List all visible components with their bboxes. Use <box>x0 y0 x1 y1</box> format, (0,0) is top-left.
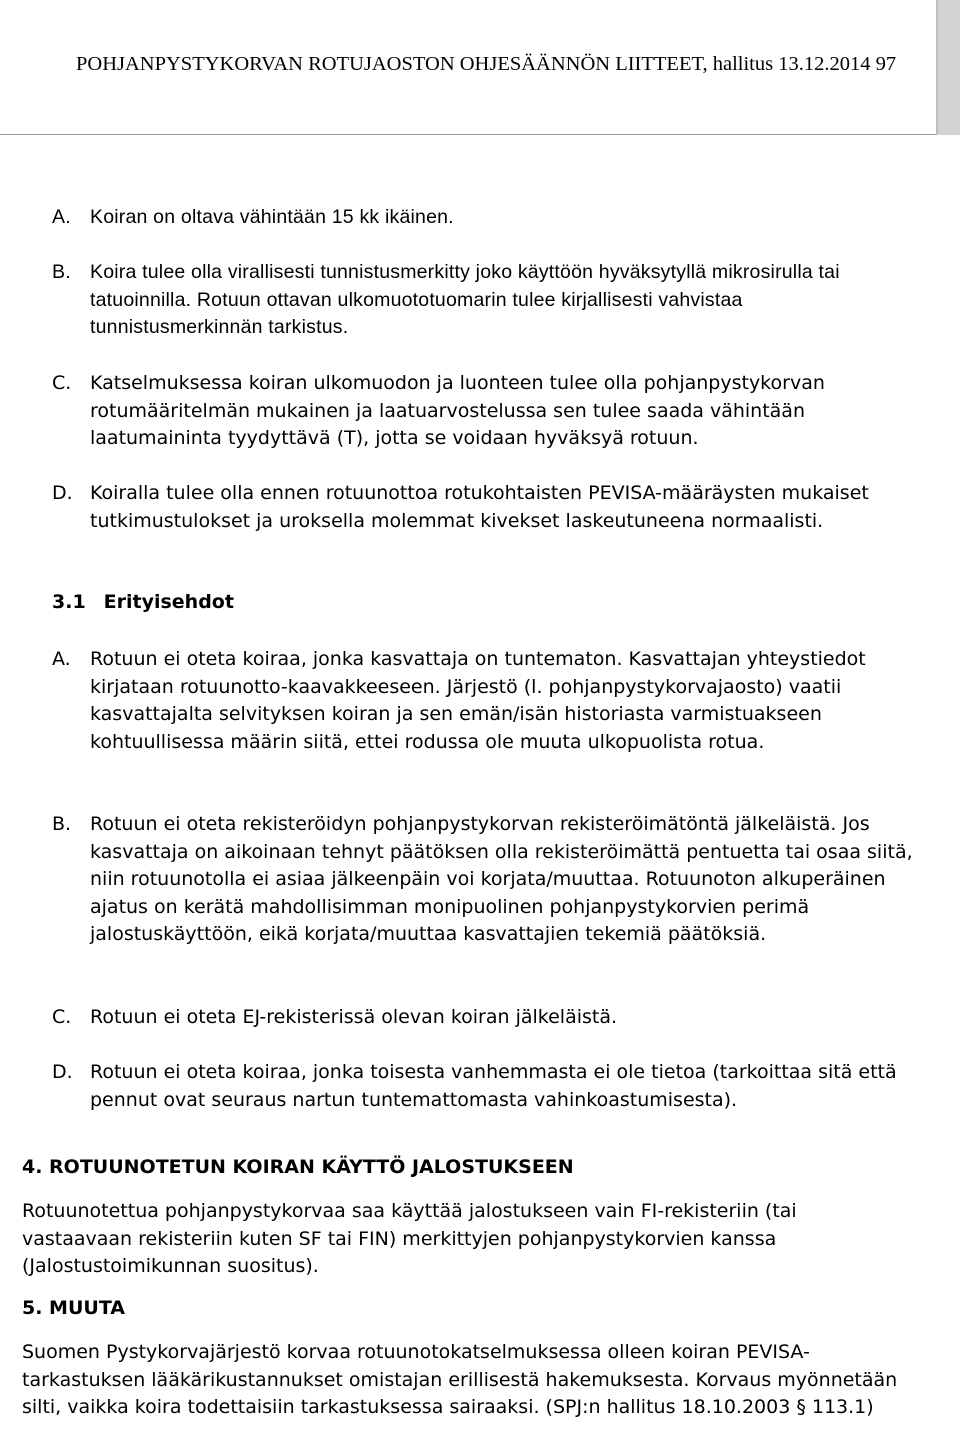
section-heading-4: 4. ROTUUNOTETUN KOIRAN KÄYTTÖ JALOSTUKSEEN <box>22 1156 574 1178</box>
list-item-letter: A. <box>52 206 71 228</box>
list-item-text: Koiran on oltava vähintään 15 kk ikäinen. <box>90 206 454 228</box>
list-item-text: Rotuun ei oteta EJ-rekisterissä olevan koiran jälkeläistä. <box>90 1006 618 1028</box>
page-number: 97 <box>875 53 897 75</box>
section-number: 3.1 <box>52 591 86 613</box>
page-edge-bar <box>938 0 960 135</box>
list-item-letter: C. <box>52 372 72 394</box>
list-item-letter: B. <box>52 813 72 835</box>
list-item-letter: D. <box>52 1061 73 1083</box>
list-item-letter: A. <box>52 648 71 670</box>
section-5-paragraph: Suomen Pystykorvajärjestö korvaa rotuunotokatselmuksessa olleen koiran PEVISA-tarkastuksen lääkärikustannukset omistajan erillisestä hakemuksesta. Korvaus myönnetään silti, vaikka koira todettaisiin tarkastuksessa sairaaksi. (SPJ:n hallitus 18.10.2003 § 113.1) <box>22 1341 898 1418</box>
list-item-letter: B. <box>52 261 71 283</box>
list-item-text: Katselmuksessa koiran ulkomuodon ja luonteen tulee olla pohjanpystykorvan rotumääritelmän mukainen ja laatuarvostelussa sen tulee saada vähintään laatumaininta tyydyttävä (T), jotta se voidaan hyväksyä rotuun. <box>90 372 825 449</box>
section-4-paragraph: Rotuunotettua pohjanpystykorvaa saa käyttää jalostukseen vain FI-rekisteriin (tai vastaavaan rekisteriin kuten SF tai FIN) merkittyjen pohjanpystykorvien kanssa (Jalostustoimikunnan suositus). <box>22 1200 797 1277</box>
section-title: Erityisehdot <box>103 591 234 613</box>
header-divider <box>0 134 937 135</box>
list-item-text: Koiralla tulee olla ennen rotuunottoa rotukohtaisten PEVISA-määräysten mukaiset tutkimustulokset ja uroksella molemmat kivekset laskeutuneena normaalisti. <box>90 482 869 532</box>
list-item-letter: D. <box>52 482 73 504</box>
list-item-text: Rotuun ei oteta rekisteröidyn pohjanpystykorvan rekisteröimätöntä jälkeläistä. Jos kasvattaja on aikoinaan tehnyt päätöksen olla rekisteröimättä pentuetta tai osaa siitä, niin rotuunotolla ei asiaa jälkeenpäin voi korjata/muuttaa. Rotuunoton alkuperäinen ajatus on kerätä mahdollisimman monipuolinen pohjanpystykorvien perimä jalostuskäyttöön, eikä korjata/muuttaa kasvattajien tekemiä päätöksiä. <box>90 813 913 945</box>
header-title-line <box>76 53 896 76</box>
list-item-letter: C. <box>52 1006 72 1028</box>
list-item-text: Koira tulee olla virallisesti tunnistusmerkitty joko käyttöön hyväksytyllä mikrosirulla tai tatuoinnilla. Rotuun ottavan ulkomuototuomarin tulee kirjallisesti vahvistaa tunnistusmerkinnän tarkistus. <box>90 261 840 338</box>
section-heading-3-1 <box>52 591 234 613</box>
page-header <box>0 0 960 140</box>
section-heading-5: 5. MUUTA <box>22 1297 126 1319</box>
list-item-text: Rotuun ei oteta koiraa, jonka kasvattaja on tuntematon. Kasvattajan yhteystiedot kirjataan rotuunotto-kaavakkeeseen. Järjestö (l. pohjanpystykorvajaosto) vaatii kasvattajalta selvityksen koiran ja sen emän/isän historiasta varmistuakseen kohtuullisessa määrin siitä, ettei rodussa ole muuta ulkopuolista rotua. <box>90 648 866 753</box>
header-title: POHJANPYSTYKORVAN ROTUJAOSTON OHJESÄÄNNÖN LIITTEET, hallitus 13.12.2014 <box>76 53 871 75</box>
list-item-text: Rotuun ei oteta koiraa, jonka toisesta vanhemmasta ei ole tietoa (tarkoittaa sitä että pennut ovat seuraus nartun tuntemattomasta vahinkoastumisesta). <box>90 1061 897 1111</box>
